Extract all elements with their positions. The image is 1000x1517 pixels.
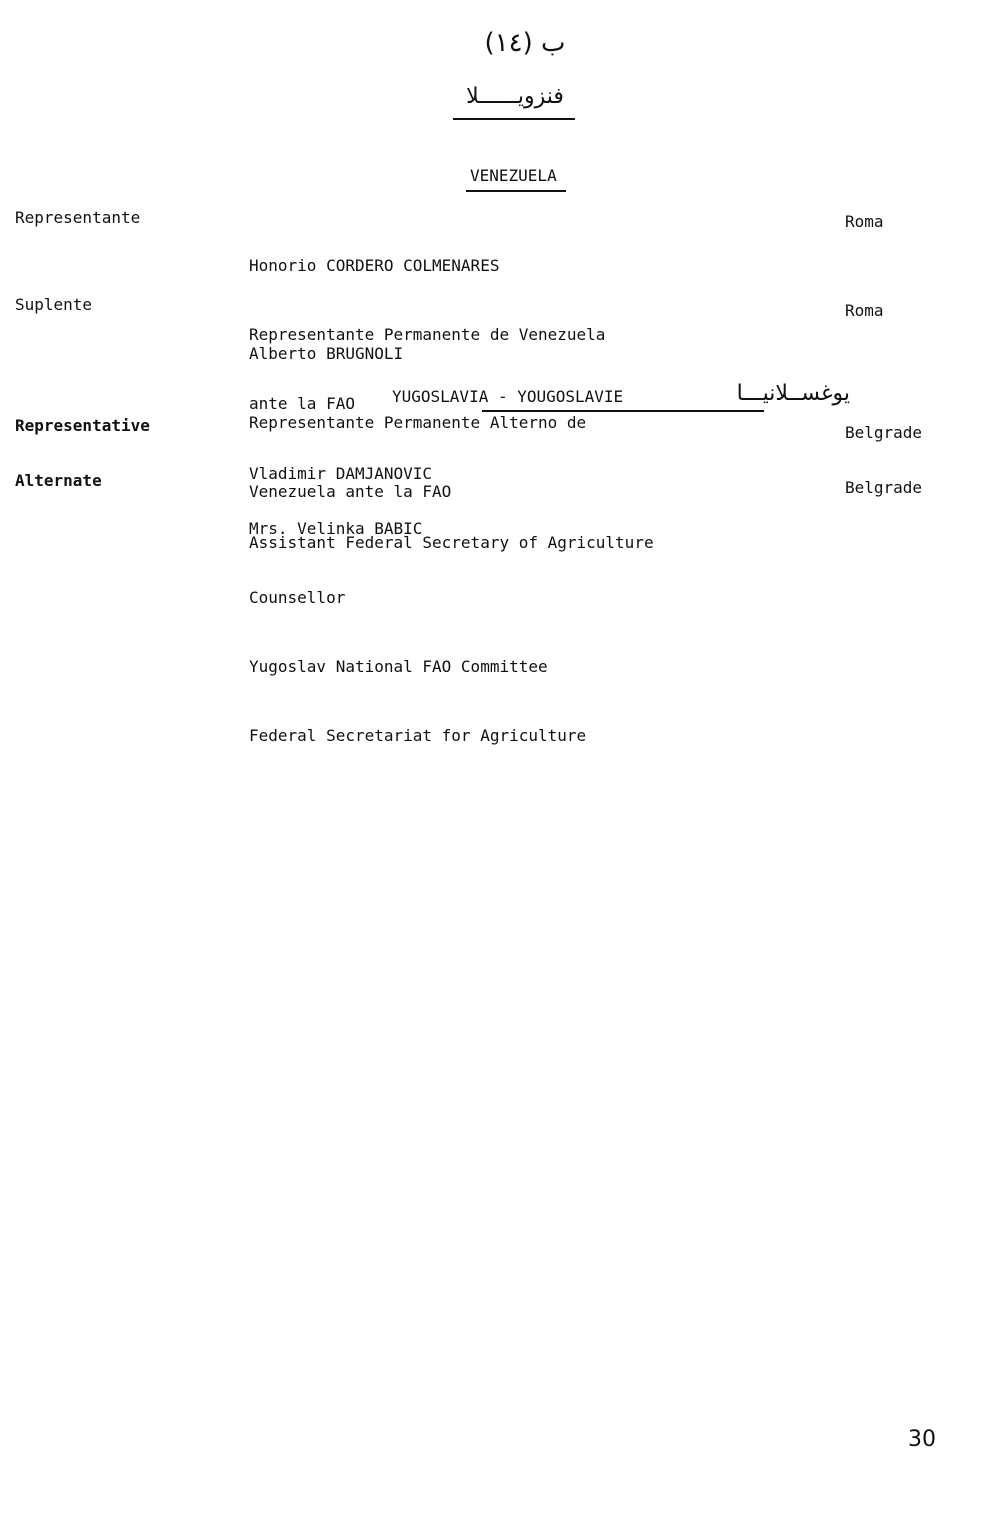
role-label: Representante — [15, 208, 141, 227]
delegate-name: Alberto BRUGNOLI — [249, 344, 404, 363]
role-label: Representative — [15, 416, 150, 435]
arabic-heading-underline — [453, 118, 575, 120]
delegate-name: Mrs. Velinka BABIC — [249, 519, 423, 538]
delegate-title-line: Federal Secretariat for Agriculture — [249, 726, 587, 745]
delegate-city: Belgrade — [845, 423, 923, 442]
arabic-page-reference: ب (١٤) — [484, 28, 566, 58]
delegate-details — [249, 471, 586, 770]
page-number: 30 — [908, 1427, 936, 1452]
country-heading-underline — [482, 410, 764, 412]
role-label: Suplente — [15, 295, 93, 314]
delegate-name: Honorio CORDERO COLMENARES — [249, 256, 500, 275]
delegate-title-line: Counsellor — [249, 588, 346, 607]
delegate-title-line: Representante Permanente Alterno de — [249, 413, 587, 432]
delegate-city: Roma — [845, 212, 884, 231]
role-label: Alternate — [15, 471, 102, 490]
delegate-city: Roma — [845, 301, 884, 320]
country-heading-venezuela: VENEZUELA — [470, 166, 557, 185]
country-heading-yugoslavia: YUGOSLAVIA - YOUGOSLAVIE — [392, 387, 624, 406]
delegate-name: Vladimir DAMJANOVIC — [249, 464, 433, 483]
delegate-title-line: Assistant Federal Secretary of Agriculture — [249, 533, 654, 552]
delegate-title-line: Representante Permanente de Venezuela — [249, 325, 606, 344]
country-heading-underline — [466, 190, 566, 192]
delegate-title-line: Venezuela ante la FAO — [249, 482, 452, 501]
delegate-city: Belgrade — [845, 478, 923, 497]
delegate-title-line: Yugoslav National FAO Committee — [249, 657, 548, 676]
delegate-title-line: ante la FAO — [249, 394, 355, 413]
arabic-country-heading-yugoslavia: يوغســلانيـــا — [736, 381, 850, 406]
arabic-country-heading-venezuela: فنزويــــــلا — [466, 84, 564, 109]
